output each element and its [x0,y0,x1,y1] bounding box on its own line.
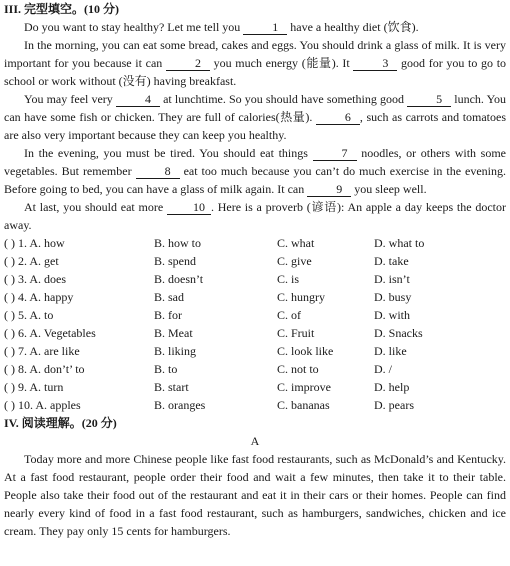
option-a[interactable]: ( ) 1. A. how [4,236,65,250]
option-row [4,324,506,342]
blank-6[interactable]: 6 [316,111,360,125]
blank-8[interactable]: 8 [136,165,180,179]
section-4-title: IV. 阅读理解。(20 分) [4,416,117,430]
option-c[interactable]: C. not to [277,362,319,376]
option-d[interactable]: D. pears [374,398,414,412]
option-c[interactable]: C. of [277,308,301,322]
section-3-title: III. 完型填空。(10 分) [4,2,120,16]
option-row [4,288,506,306]
cloze-paragraph-2: In the morning, you can eat some bread, cakes and eggs. You should drink a glass of milk. It is very important for you because it can 2 you much energy (能量). It 3 good for you to go to school or work without (没有) having breakfast. [4,38,507,88]
option-c[interactable]: C. improve [277,380,331,394]
option-c[interactable]: C. Fruit [277,326,315,340]
blank-7[interactable]: 7 [313,147,357,161]
option-d[interactable]: D. busy [374,290,412,304]
blank-4[interactable]: 4 [116,93,160,107]
option-c[interactable]: C. give [277,254,312,268]
blank-2[interactable]: 2 [166,57,210,71]
blank-9[interactable]: 9 [307,183,351,197]
options-list [4,234,506,414]
passage-label: A [250,434,260,448]
option-d[interactable]: D. take [374,254,409,268]
option-c[interactable]: C. hungry [277,290,325,304]
option-d[interactable]: D. / [374,362,392,376]
option-d[interactable]: D. Snacks [374,326,423,340]
option-row [4,396,506,414]
reading-passage: Today more and more Chinese people like fast food restaurants, such as McDonald’s and Kentucky. At a fast food restaurant, people order their food and wait a few minutes, then take it to their table. People also take their food out of the restaurant and eat it in their cars or their homes. People can find nearly every kind of food in a fast food restaurant, such as hamburgers, sandwiches, chicken and ice cream. They pay only 15 cents for hamburgers. [4,452,506,538]
option-row [4,342,506,360]
option-b[interactable]: B. Meat [154,326,193,340]
option-a[interactable]: ( ) 5. A. to [4,308,54,322]
cloze-paragraph-5: At last, you should eat more 10 . Here is a proverb (谚语): An apple a day keeps the doctor away. [4,200,507,232]
option-a[interactable]: ( ) 2. A. get [4,254,59,268]
option-b[interactable]: B. how to [154,236,202,250]
option-a[interactable]: ( ) 4. A. happy [4,290,74,304]
option-row [4,360,506,378]
option-a[interactable]: ( ) 3. A. does [4,272,66,286]
cloze-paragraph-3: You may feel very 4 at lunchtime. So you should have something good 5 lunch. You can have some fish or chicken. They are full of calories(热量). 6 , such as carrots and tomatoes are also very important because they can keep you healthy. [4,92,507,142]
option-d[interactable]: D. with [374,308,410,322]
option-c[interactable]: C. is [277,272,300,286]
option-a[interactable]: ( ) 9. A. turn [4,380,64,394]
option-a[interactable]: ( ) 6. A. Vegetables [4,326,96,340]
option-b[interactable]: B. for [154,308,182,322]
option-d[interactable]: D. help [374,380,410,394]
option-row [4,234,506,252]
option-row [4,378,506,396]
option-b[interactable]: B. doesn’t [154,272,204,286]
blank-5[interactable]: 5 [407,93,451,107]
option-row [4,270,506,288]
option-d[interactable]: D. like [374,344,407,358]
option-b[interactable]: B. start [154,380,189,394]
blank-3[interactable]: 3 [353,57,397,71]
option-c[interactable]: C. bananas [277,398,330,412]
option-row [4,252,506,270]
option-b[interactable]: B. sad [154,290,184,304]
option-d[interactable]: D. what to [374,236,425,250]
option-b[interactable]: B. to [154,362,178,376]
option-a[interactable]: ( ) 10. A. apples [4,398,81,412]
option-a[interactable]: ( ) 7. A. are like [4,344,80,358]
option-c[interactable]: C. what [277,236,315,250]
option-row [4,306,506,324]
option-b[interactable]: B. liking [154,344,197,358]
blank-1[interactable]: 1 [243,21,287,35]
cloze-paragraph-1: Do you want to stay healthy? Let me tell you 1 have a healthy diet (饮食). [24,20,419,34]
option-d[interactable]: D. isn’t [374,272,410,286]
option-b[interactable]: B. spend [154,254,196,268]
cloze-paragraph-4: In the evening, you must be tired. You should eat things 7 noodles, or others with some vegetables. But remember 8 eat too much because you can’t do much exercise in the evening. Before going to bed, you can have a glass of milk again. It can 9 you sleep well. [4,146,507,196]
option-a[interactable]: ( ) 8. A. don’t’ to [4,362,85,376]
blank-10[interactable]: 10 [167,201,211,215]
option-c[interactable]: C. look like [277,344,334,358]
option-b[interactable]: B. oranges [154,398,206,412]
